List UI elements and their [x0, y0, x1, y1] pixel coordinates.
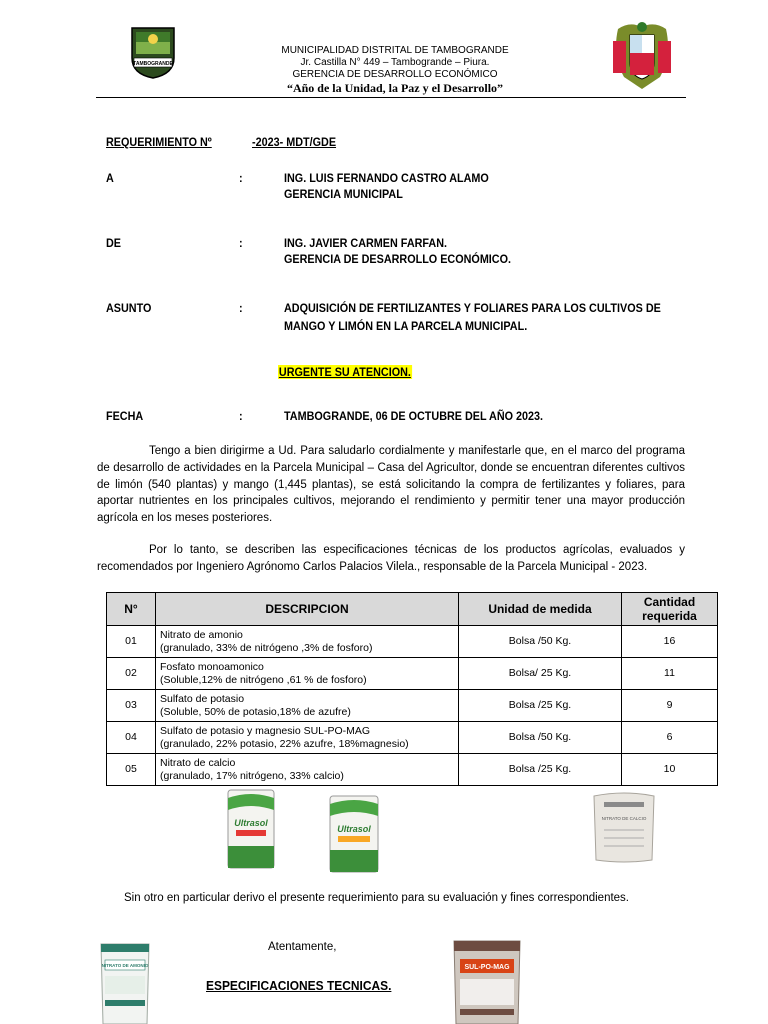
- row-description: [156, 690, 459, 722]
- row-number: 01: [107, 626, 156, 658]
- subject-label: ASUNTO: [106, 301, 152, 315]
- table-row: [107, 658, 718, 690]
- table-row: [107, 690, 718, 722]
- row-quantity: 6: [622, 722, 718, 754]
- ultrasol-bag-1-image: [226, 788, 276, 870]
- from-name: ING. JAVIER CARMEN FARFAN.: [284, 236, 448, 250]
- col-header-quantity: Cantidad requerida: [622, 593, 718, 626]
- ultrasol-bag-2-image: [328, 794, 380, 874]
- row-quantity: 16: [622, 626, 718, 658]
- to-name: ING. LUIS FERNANDO CASTRO ALAMO: [284, 171, 489, 185]
- date-value: TAMBOGRANDE, 06 DE OCTUBRE DEL AÑO 2023.: [284, 409, 544, 423]
- svg-text:NITRATO DE CALCIO: NITRATO DE CALCIO: [601, 816, 647, 821]
- row-product-detail: (Soluble,12% de nitrógeno ,61 % de fosforo): [160, 673, 367, 686]
- row-quantity: 10: [622, 754, 718, 786]
- svg-text:NITRATO DE AMONIO: NITRATO DE AMONIO: [101, 963, 149, 968]
- row-unit: Bolsa /25 Kg.: [459, 754, 622, 786]
- row-unit: Bolsa /25 Kg.: [459, 690, 622, 722]
- header-department: GERENCIA DE DESARROLLO ECONÓMICO: [292, 69, 498, 80]
- header-address: Jr. Castilla N° 449 – Tambogrande – Piura.: [300, 57, 490, 68]
- row-number: 02: [107, 658, 156, 690]
- products-table: [106, 592, 718, 786]
- logo-left-text: TAMBOGRANDE: [133, 61, 173, 67]
- row-number: 04: [107, 722, 156, 754]
- closing-regards: Atentamente,: [268, 941, 337, 953]
- from-label: DE: [106, 236, 122, 250]
- row-description: [156, 754, 459, 786]
- row-product-name: Nitrato de amonio: [160, 628, 243, 641]
- row-description: [156, 658, 459, 690]
- date-colon: :: [239, 409, 243, 423]
- urgent-notice: URGENTE SU ATENCION.: [278, 365, 411, 379]
- subject-line-1: ADQUISICIÓN DE FERTILIZANTES Y FOLIARES PARA LOS CULTIVOS DE: [284, 301, 661, 315]
- col-header-number: N°: [107, 593, 156, 626]
- header-municipality: MUNICIPALIDAD DISTRITAL DE TAMBOGRANDE: [281, 45, 509, 56]
- row-product-name: Sulfato de potasio y magnesio SUL-PO-MAG: [160, 724, 371, 737]
- table-header-row: [107, 593, 718, 626]
- row-quantity: 9: [622, 690, 718, 722]
- row-unit: Bolsa/ 25 Kg.: [459, 658, 622, 690]
- to-label: A: [106, 171, 114, 185]
- svg-text:Ultrasol: Ultrasol: [234, 818, 268, 828]
- row-product-detail: (granulado, 33% de nitrógeno ,3% de fosforo): [160, 641, 373, 654]
- calcium-nitrate-bag-image: [590, 790, 658, 864]
- row-product-detail: (Soluble, 50% de potasio,18% de azufre): [160, 705, 351, 718]
- row-product-name: Nitrato de calcio: [160, 756, 236, 769]
- body-paragraph-1: Tengo a bien dirigirme a Ud. Para saludarlo cordialmente y manifestarle que, en el marco del programa de desarrollo de actividades en la Parcela Municipal – Casa del Agricultor, donde se encuentran diferentes cultivos de limón (540 plantas) y mango (1,445 plantas), se está solicitando la compra de fertilizantes y foliares, para aportar nutrientes en los principales cultivos, mejorando el rendimiento y permitir tener una mayor producción agrícola en los meses posteriores.: [97, 445, 685, 525]
- municipality-shield-logo: [128, 24, 178, 80]
- sul-po-mag-bag-image: [450, 937, 524, 1024]
- row-number: 03: [107, 690, 156, 722]
- peru-coat-of-arms-logo: [610, 19, 674, 93]
- from-office: GERENCIA DE DESARROLLO ECONÓMICO.: [284, 252, 512, 266]
- table-row: [107, 754, 718, 786]
- row-product-detail: (granulado, 17% nitrógeno, 33% calcio): [160, 769, 344, 782]
- ammonium-nitrate-bag-image: [97, 940, 153, 1024]
- row-unit: Bolsa /50 Kg.: [459, 626, 622, 658]
- body-paragraph-2: Por lo tanto, se describen las especificaciones técnicas de los productos agrícolas, evaluados y recomendados por Ingeniero Agrónomo Carlos Palacios Vilela., responsable de la Parcela Municipal - 2023.: [97, 544, 685, 573]
- row-quantity: 11: [622, 658, 718, 690]
- table-row: [107, 626, 718, 658]
- col-header-description: DESCRIPCION: [156, 593, 459, 626]
- row-description: [156, 626, 459, 658]
- table-row: [107, 722, 718, 754]
- svg-text:Ultrasol: Ultrasol: [337, 824, 371, 834]
- row-product-name: Sulfato de potasio: [160, 692, 245, 705]
- row-product-detail: (granulado, 22% potasio, 22% azufre, 18%magnesio): [160, 737, 409, 750]
- to-office: GERENCIA MUNICIPAL: [284, 187, 403, 201]
- date-label: FECHA: [106, 409, 144, 423]
- subject-line-2: MANGO Y LIMÓN EN LA PARCELA MUNICIPAL.: [284, 319, 528, 333]
- row-description: [156, 722, 459, 754]
- row-number: 05: [107, 754, 156, 786]
- header-divider: [96, 97, 686, 98]
- requirement-label: REQUERIMIENTO Nº: [106, 135, 212, 149]
- row-unit: Bolsa /50 Kg.: [459, 722, 622, 754]
- col-header-unit: Unidad de medida: [459, 593, 622, 626]
- to-colon: :: [239, 171, 243, 185]
- closing-sentence: Sin otro en particular derivo el presente requerimiento para su evaluación y fines correspondientes.: [124, 892, 630, 904]
- subject-colon: :: [239, 301, 243, 315]
- from-colon: :: [239, 236, 243, 250]
- header-motto: “Año de la Unidad, la Paz y el Desarrollo”: [286, 81, 504, 95]
- requirement-number: -2023- MDT/GDE: [252, 135, 337, 149]
- row-product-name: Fosfato monoamonico: [160, 660, 264, 673]
- svg-text:SUL-PO-MAG: SUL-PO-MAG: [464, 964, 510, 971]
- technical-specifications-title: ESPECIFICACIONES TECNICAS.: [206, 978, 392, 993]
